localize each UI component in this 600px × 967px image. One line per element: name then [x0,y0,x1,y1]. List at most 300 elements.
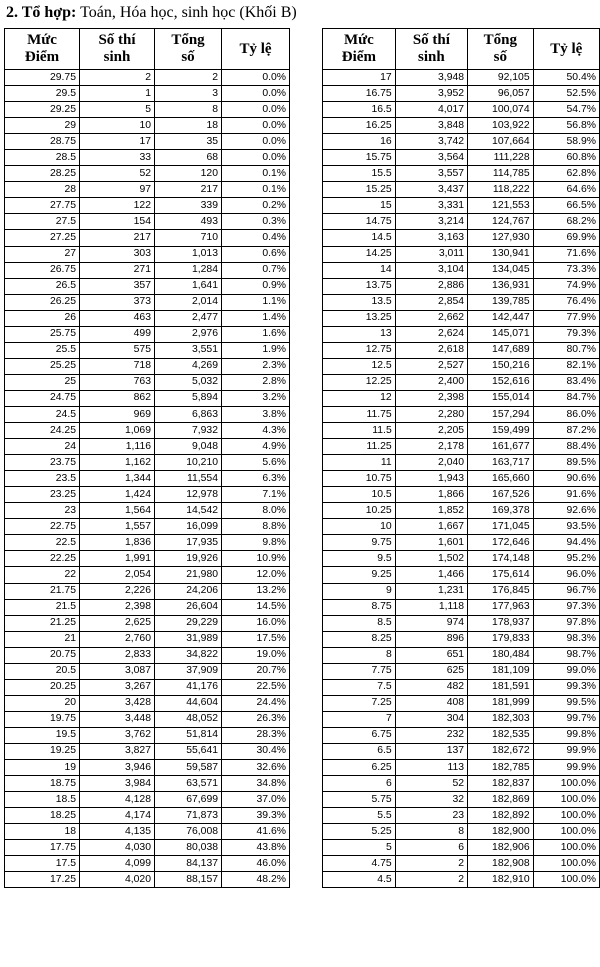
cell-candidates: 137 [395,743,467,759]
table-row [323,471,600,487]
cell-candidates: 1 [80,86,155,102]
table-row [5,824,290,840]
cell-ratio: 1.1% [222,294,290,310]
table-row [5,166,290,182]
cell-total: 150,216 [468,358,534,374]
cell-candidates: 1,836 [80,535,155,551]
col-header-ratio: Tỷ lệ [533,29,599,70]
table-row [5,471,290,487]
cell-total: 17,935 [155,535,222,551]
cell-candidates: 2,625 [80,615,155,631]
cell-score: 4.5 [323,872,396,888]
table-row [5,856,290,872]
cell-total: 37,909 [155,663,222,679]
table-row [5,294,290,310]
table-row [323,487,600,503]
table-row [5,808,290,824]
cell-ratio: 32.6% [222,760,290,776]
table-row [323,567,600,583]
cell-score: 22.75 [5,519,80,535]
cell-candidates: 1,231 [395,583,467,599]
cell-total: 181,999 [468,695,534,711]
table-row [5,182,290,198]
cell-total: 103,922 [468,118,534,134]
cell-ratio: 8.8% [222,519,290,535]
cell-score: 24.75 [5,390,80,406]
cell-score: 29.25 [5,102,80,118]
cell-candidates: 3,104 [395,262,467,278]
cell-score: 5.25 [323,824,396,840]
cell-ratio: 50.4% [533,70,599,86]
cell-ratio: 0.2% [222,198,290,214]
cell-score: 6 [323,776,396,792]
cell-total: 19,926 [155,551,222,567]
table-row [5,840,290,856]
cell-candidates: 1,991 [80,551,155,567]
cell-ratio: 0.0% [222,118,290,134]
cell-score: 8.25 [323,631,396,647]
cell-candidates: 5 [80,102,155,118]
table-row [323,230,600,246]
cell-ratio: 16.0% [222,615,290,631]
cell-total: 174,148 [468,551,534,567]
cell-ratio: 39.3% [222,808,290,824]
cell-ratio: 99.9% [533,743,599,759]
cell-ratio: 58.9% [533,134,599,150]
cell-ratio: 56.8% [533,118,599,134]
section-title-prefix: 2. Tổ hợp: [6,4,77,21]
cell-candidates: 10 [80,118,155,134]
table-row [5,70,290,86]
table-row [5,374,290,390]
table-row [323,310,600,326]
cell-total: 182,672 [468,743,534,759]
cell-total: 176,845 [468,583,534,599]
cell-ratio: 76.4% [533,294,599,310]
cell-ratio: 97.3% [533,599,599,615]
cell-candidates: 373 [80,294,155,310]
cell-candidates: 408 [395,695,467,711]
table-row [5,423,290,439]
cell-candidates: 52 [80,166,155,182]
table-row [5,727,290,743]
cell-ratio: 100.0% [533,856,599,872]
cell-total: 167,526 [468,487,534,503]
cell-total: 182,900 [468,824,534,840]
cell-candidates: 1,502 [395,551,467,567]
cell-score: 9 [323,583,396,599]
cell-candidates: 3,948 [395,70,467,86]
cell-score: 12.5 [323,358,396,374]
table-row [5,663,290,679]
cell-ratio: 98.7% [533,647,599,663]
table-row [5,342,290,358]
table-row [323,455,600,471]
cell-total: 180,484 [468,647,534,663]
cell-candidates: 2,398 [80,599,155,615]
cell-score: 26 [5,310,80,326]
cell-score: 23.5 [5,471,80,487]
cell-candidates: 1,866 [395,487,467,503]
cell-score: 27 [5,246,80,262]
cell-score: 28.75 [5,134,80,150]
cell-candidates: 4,020 [80,872,155,888]
cell-candidates: 3,087 [80,663,155,679]
cell-candidates: 154 [80,214,155,230]
cell-score: 6.75 [323,727,396,743]
table-row [323,390,600,406]
cell-total: 88,157 [155,872,222,888]
table-row [5,326,290,342]
cell-ratio: 97.8% [533,615,599,631]
cell-score: 25.5 [5,342,80,358]
cell-ratio: 91.6% [533,487,599,503]
cell-candidates: 3,011 [395,246,467,262]
table-row [5,390,290,406]
cell-candidates: 2 [395,856,467,872]
cell-total: 63,571 [155,776,222,792]
table-row [5,599,290,615]
cell-candidates: 4,099 [80,856,155,872]
cell-ratio: 48.2% [222,872,290,888]
cell-total: 100,074 [468,102,534,118]
cell-score: 25 [5,374,80,390]
cell-total: 182,303 [468,711,534,727]
table-row [5,743,290,759]
cell-total: 35 [155,134,222,150]
cell-candidates: 1,557 [80,519,155,535]
cell-ratio: 60.8% [533,150,599,166]
cell-score: 26.75 [5,262,80,278]
cell-candidates: 3,742 [395,134,467,150]
table-row [5,776,290,792]
cell-ratio: 43.8% [222,840,290,856]
table-row [323,294,600,310]
cell-candidates: 651 [395,647,467,663]
cell-candidates: 3,428 [80,695,155,711]
table-row [323,583,600,599]
cell-score: 23 [5,503,80,519]
cell-ratio: 93.5% [533,519,599,535]
cell-score: 13.25 [323,310,396,326]
cell-candidates: 2,040 [395,455,467,471]
table-row [5,695,290,711]
cell-total: 67,699 [155,792,222,808]
table-row [323,856,600,872]
cell-candidates: 969 [80,406,155,422]
cell-candidates: 2,886 [395,278,467,294]
cell-ratio: 9.8% [222,535,290,551]
cell-total: 24,206 [155,583,222,599]
cell-total: 1,641 [155,278,222,294]
cell-score: 15.25 [323,182,396,198]
table-row [323,182,600,198]
table-row [323,792,600,808]
cell-ratio: 100.0% [533,776,599,792]
cell-score: 16.5 [323,102,396,118]
cell-total: 1,284 [155,262,222,278]
cell-ratio: 46.0% [222,856,290,872]
table-row [323,278,600,294]
cell-total: 4,269 [155,358,222,374]
cell-total: 339 [155,198,222,214]
cell-score: 16.75 [323,86,396,102]
cell-ratio: 82.1% [533,358,599,374]
cell-candidates: 1,852 [395,503,467,519]
header-row [323,29,600,70]
cell-score: 8 [323,647,396,663]
cell-ratio: 37.0% [222,792,290,808]
cell-score: 22 [5,567,80,583]
table-row [323,166,600,182]
cell-candidates: 763 [80,374,155,390]
table-row [323,776,600,792]
cell-score: 21.5 [5,599,80,615]
cell-score: 7.75 [323,663,396,679]
cell-score: 17.75 [5,840,80,856]
table-row [5,551,290,567]
cell-ratio: 3.8% [222,406,290,422]
table-row [5,631,290,647]
cell-candidates: 4,174 [80,808,155,824]
cell-candidates: 1,667 [395,519,467,535]
table-row [323,118,600,134]
cell-score: 12.75 [323,342,396,358]
table-row [323,711,600,727]
cell-ratio: 8.0% [222,503,290,519]
cell-candidates: 3,952 [395,86,467,102]
cell-score: 9.25 [323,567,396,583]
cell-candidates: 625 [395,663,467,679]
cell-candidates: 3,267 [80,679,155,695]
cell-ratio: 1.6% [222,326,290,342]
cell-total: 6,863 [155,406,222,422]
cell-ratio: 17.5% [222,631,290,647]
table-row [5,711,290,727]
cell-total: 5,894 [155,390,222,406]
cell-total: 124,767 [468,214,534,230]
cell-ratio: 0.7% [222,262,290,278]
cell-candidates: 33 [80,150,155,166]
cell-total: 217 [155,182,222,198]
cell-total: 163,717 [468,455,534,471]
cell-total: 136,931 [468,278,534,294]
cell-total: 130,941 [468,246,534,262]
col-header-score: Mức Điểm [5,29,80,70]
cell-candidates: 4,135 [80,824,155,840]
cell-ratio: 6.3% [222,471,290,487]
cell-total: 118,222 [468,182,534,198]
table-row [5,102,290,118]
table-row [5,118,290,134]
cell-total: 29,229 [155,615,222,631]
section-title [6,3,297,23]
cell-candidates: 113 [395,760,467,776]
cell-candidates: 32 [395,792,467,808]
cell-ratio: 41.6% [222,824,290,840]
cell-score: 20.75 [5,647,80,663]
col-header-total: Tổng số [468,29,534,70]
cell-ratio: 83.4% [533,374,599,390]
cell-ratio: 66.5% [533,198,599,214]
cell-total: 55,641 [155,743,222,759]
cell-total: 84,137 [155,856,222,872]
table-row [5,262,290,278]
cell-total: 8 [155,102,222,118]
cell-score: 10.75 [323,471,396,487]
cell-total: 181,109 [468,663,534,679]
cell-total: 710 [155,230,222,246]
cell-candidates: 23 [395,808,467,824]
cell-score: 24 [5,439,80,455]
table-row [5,647,290,663]
cell-candidates: 1,466 [395,567,467,583]
cell-ratio: 79.3% [533,326,599,342]
cell-ratio: 100.0% [533,808,599,824]
cell-score: 17.25 [5,872,80,888]
cell-total: 172,646 [468,535,534,551]
table-row [323,551,600,567]
cell-score: 15 [323,198,396,214]
table-row [323,824,600,840]
cell-score: 7.5 [323,679,396,695]
cell-ratio: 77.9% [533,310,599,326]
cell-candidates: 2,833 [80,647,155,663]
cell-candidates: 2,226 [80,583,155,599]
cell-score: 17.5 [5,856,80,872]
cell-candidates: 2,662 [395,310,467,326]
cell-candidates: 2 [395,872,467,888]
cell-score: 5.5 [323,808,396,824]
cell-ratio: 54.7% [533,102,599,118]
cell-total: 34,822 [155,647,222,663]
cell-score: 16.25 [323,118,396,134]
table-row [5,406,290,422]
cell-candidates: 1,943 [395,471,467,487]
col-header-score: Mức Điểm [323,29,396,70]
cell-candidates: 3,557 [395,166,467,182]
table-row [323,840,600,856]
cell-ratio: 0.0% [222,86,290,102]
cell-total: 142,447 [468,310,534,326]
cell-score: 18 [5,824,80,840]
col-header-total: Tổng số [155,29,222,70]
cell-score: 22.25 [5,551,80,567]
cell-score: 15.75 [323,150,396,166]
cell-total: 181,591 [468,679,534,695]
cell-candidates: 2,398 [395,390,467,406]
table-body-right [323,70,600,888]
cell-score: 26.25 [5,294,80,310]
cell-candidates: 463 [80,310,155,326]
table-row [323,760,600,776]
cell-ratio: 95.2% [533,551,599,567]
table-row [5,455,290,471]
cell-ratio: 94.4% [533,535,599,551]
cell-total: 10,210 [155,455,222,471]
table-row [323,679,600,695]
cell-score: 25.75 [5,326,80,342]
cell-total: 80,038 [155,840,222,856]
cell-score: 11.5 [323,423,396,439]
cell-ratio: 26.3% [222,711,290,727]
cell-ratio: 1.9% [222,342,290,358]
cell-ratio: 0.6% [222,246,290,262]
cell-ratio: 12.0% [222,567,290,583]
cell-total: 14,542 [155,503,222,519]
cell-score: 27.25 [5,230,80,246]
cell-ratio: 80.7% [533,342,599,358]
cell-score: 5 [323,840,396,856]
table-row [5,519,290,535]
cell-ratio: 100.0% [533,840,599,856]
cell-total: 3,551 [155,342,222,358]
cell-ratio: 5.6% [222,455,290,471]
cell-score: 13.5 [323,294,396,310]
cell-ratio: 99.3% [533,679,599,695]
cell-ratio: 86.0% [533,406,599,422]
cell-ratio: 0.0% [222,70,290,86]
cell-ratio: 0.4% [222,230,290,246]
cell-score: 19.5 [5,727,80,743]
cell-candidates: 896 [395,631,467,647]
cell-candidates: 1,116 [80,439,155,455]
cell-score: 12.25 [323,374,396,390]
cell-total: 111,228 [468,150,534,166]
table-row [5,246,290,262]
cell-score: 11.75 [323,406,396,422]
cell-score: 12 [323,390,396,406]
table-row [5,872,290,888]
cell-ratio: 68.2% [533,214,599,230]
cell-candidates: 2,618 [395,342,467,358]
cell-ratio: 34.8% [222,776,290,792]
cell-ratio: 99.0% [533,663,599,679]
cell-score: 22.5 [5,535,80,551]
cell-score: 18.75 [5,776,80,792]
table-row [323,342,600,358]
cell-score: 27.5 [5,214,80,230]
col-header-ratio: Tỷ lệ [222,29,290,70]
cell-score: 29.5 [5,86,80,102]
cell-score: 18.5 [5,792,80,808]
cell-score: 21.25 [5,615,80,631]
cell-ratio: 19.0% [222,647,290,663]
cell-score: 20.5 [5,663,80,679]
col-header-candidates: Số thí sinh [80,29,155,70]
cell-ratio: 90.6% [533,471,599,487]
cell-score: 7 [323,711,396,727]
cell-candidates: 2,178 [395,439,467,455]
cell-total: 182,869 [468,792,534,808]
table-row [5,150,290,166]
cell-candidates: 482 [395,679,467,695]
cell-candidates: 304 [395,711,467,727]
cell-ratio: 0.1% [222,166,290,182]
cell-ratio: 87.2% [533,423,599,439]
table-row [5,278,290,294]
table-row [5,358,290,374]
cell-candidates: 8 [395,824,467,840]
table-row [5,792,290,808]
table-row [323,198,600,214]
cell-ratio: 0.0% [222,134,290,150]
cell-score: 28.25 [5,166,80,182]
cell-ratio: 98.3% [533,631,599,647]
cell-total: 161,677 [468,439,534,455]
cell-ratio: 96.0% [533,567,599,583]
cell-total: 18 [155,118,222,134]
